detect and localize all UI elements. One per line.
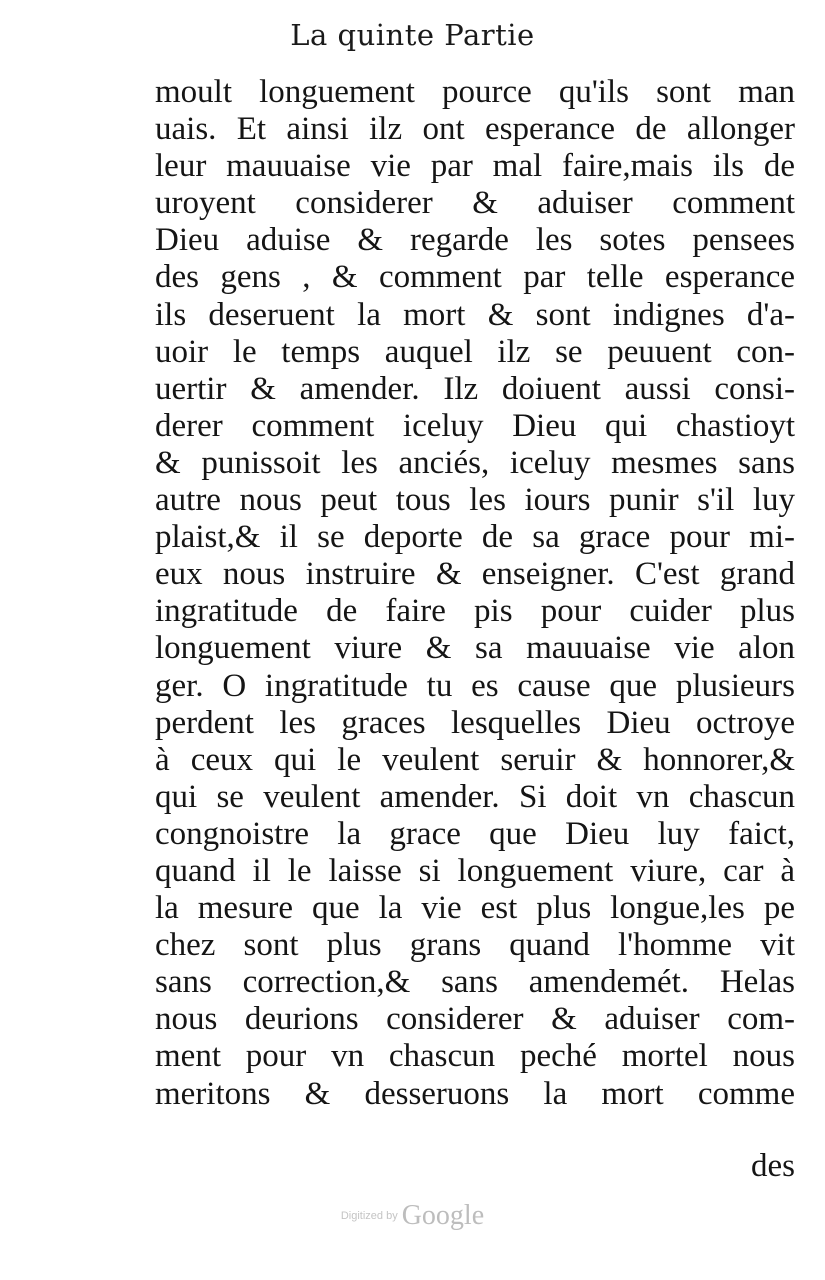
text-line: des gens , & comment par telle esperance (155, 259, 795, 296)
text-line: ment pour vn chascun peché mortel nous (155, 1038, 795, 1075)
text-line: uertir & amender. Ilz doiuent aussi consi- (155, 370, 795, 407)
digitized-by-label: Digitized by (340, 1210, 398, 1222)
text-line: qui se veulent amender. Si doit vn chascun (155, 778, 795, 815)
text-line: ger. O ingratitude tu es cause que plusieurs (155, 667, 795, 704)
text-line: chez sont plus grans quand l'homme vit (155, 927, 795, 964)
text-line: longuement viure & sa mauuaise vie alon (155, 630, 795, 667)
text-line: leur mauuaise vie par mal faire,mais ils de (155, 148, 795, 185)
text-line: autre nous peut tous les iours punir s'il luy (155, 482, 795, 519)
text-line: congnoistre la grace que Dieu luy faict, (155, 815, 795, 852)
digitized-watermark (0, 1200, 825, 1232)
body-text (155, 74, 795, 1113)
text-line: ingratitude de faire pis pour cuider plus (155, 593, 795, 630)
running-head: La quinte Partie (290, 18, 535, 52)
text-line: derer comment iceluy Dieu qui chastioyt (155, 407, 795, 444)
text-line: la mesure que la vie est plus longue,les pe (155, 890, 795, 927)
text-line: uroyent considerer & aduiser comment (155, 185, 795, 222)
text-line: sans correction,& sans amendemét. Helas (155, 964, 795, 1001)
text-line: quand il le laisse si longuement viure, car à (155, 852, 795, 889)
text-line: à ceux qui le veulent seruir & honnorer,& (155, 741, 795, 778)
catchword: des (751, 1148, 795, 1184)
text-line: meritons & desseruons la mort comme (155, 1075, 795, 1112)
text-line: eux nous instruire & enseigner. C'est grand (155, 556, 795, 593)
text-line: plaist,& il se deporte de sa grace pour mi- (155, 519, 795, 556)
text-line: & punissoit les anciés, iceluy mesmes sans (155, 444, 795, 481)
text-line: uais. Et ainsi ilz ont esperance de allonger (155, 111, 795, 148)
google-logo: Google (401, 1200, 485, 1231)
text-line: perdent les graces lesquelles Dieu octroye (155, 704, 795, 741)
text-line: ils deseruent la mort & sont indignes d'a- (155, 296, 795, 333)
text-line: moult longuement pource qu'ils sont man (155, 74, 795, 110)
text-line: uoir le temps auquel ilz se peuuent con- (155, 333, 795, 370)
text-line: Dieu aduise & regarde les sotes pensees (155, 222, 795, 259)
text-line: nous deurions considerer & aduiser com- (155, 1001, 795, 1038)
